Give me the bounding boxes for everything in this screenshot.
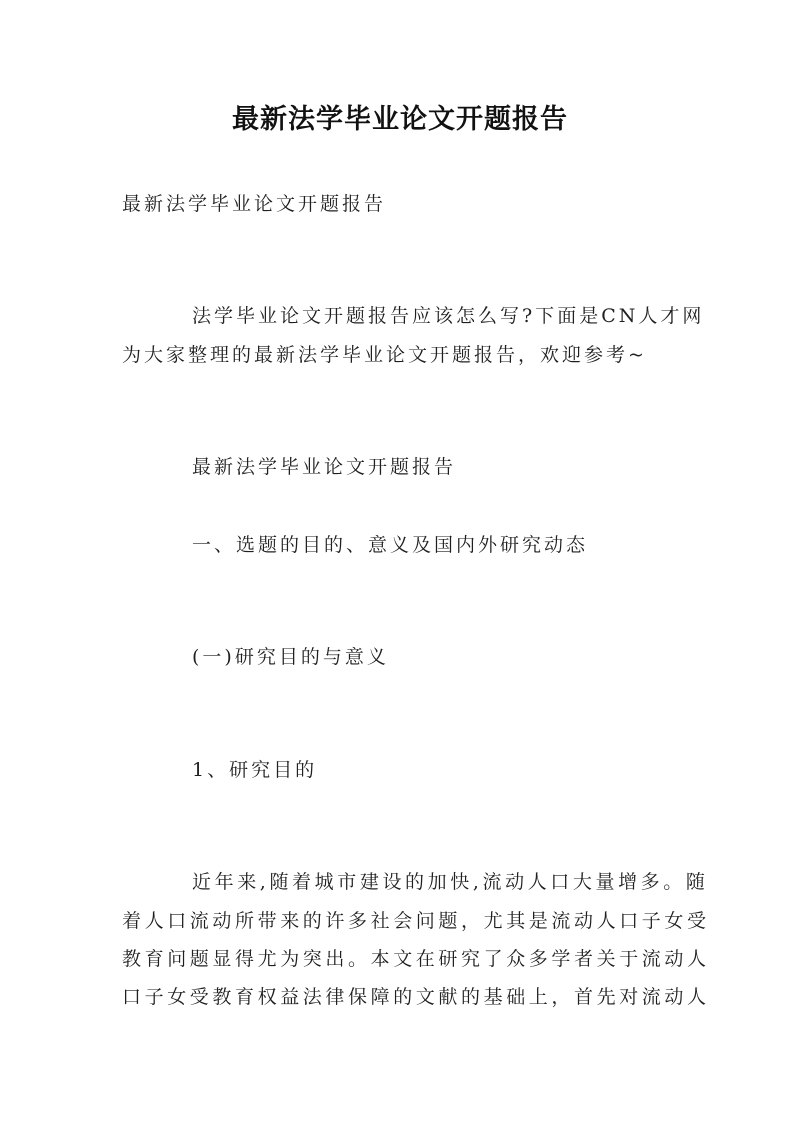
document-title: 最新法学毕业论文开题报告 [232,104,568,135]
body-line-2: 着人口流动所带来的许多社会问题，尤其是流动人口子女受 [122,910,710,932]
body-line-3: 教育问题显得尤为突出。本文在研究了众多学者关于流动人 [122,948,710,970]
intro-line-1: 法学毕业论文开题报告应该怎么写?下面是CN人才网 [192,305,705,327]
heading-research-purpose-significance: 一、选题的目的、意义及国内外研究动态 [192,534,589,556]
document-subtitle: 最新法学毕业论文开题报告 [122,193,387,215]
heading-purpose-and-meaning: (一)研究目的与意义 [192,646,389,668]
section-title: 最新法学毕业论文开题报告 [192,456,457,478]
body-line-1: 近年来,随着城市建设的加快,流动人口大量增多。随 [192,871,709,893]
intro-line-2: 为大家整理的最新法学毕业论文开题报告，欢迎参考~ [122,344,647,366]
heading-research-purpose: 1、研究目的 [192,759,318,781]
body-line-4: 口子女受教育权益法律保障的文献的基础上，首先对流动人 [122,986,710,1008]
